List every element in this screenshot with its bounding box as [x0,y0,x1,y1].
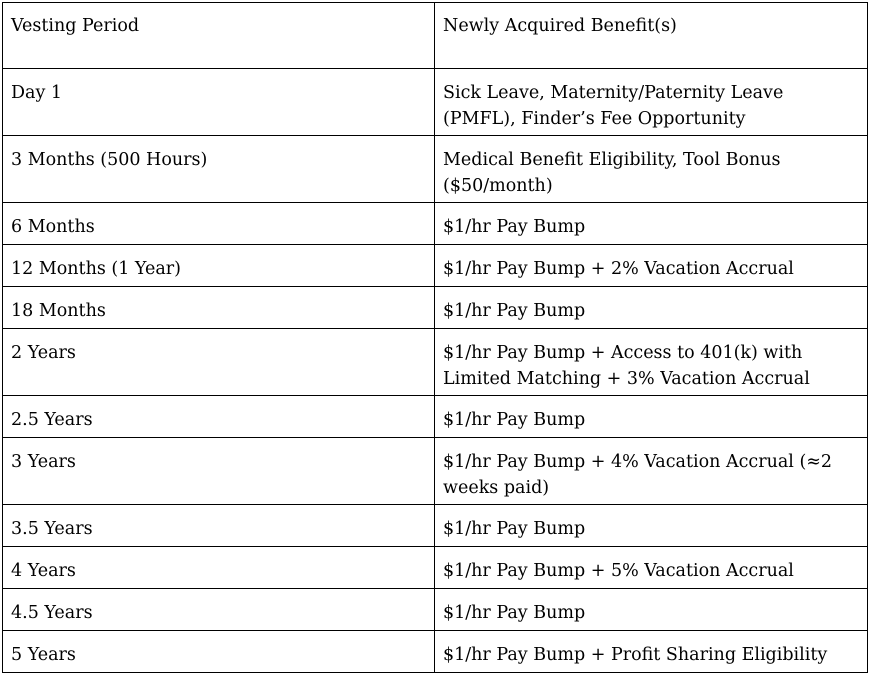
vesting-period-text: 3 Months (500 Hours) [11,150,208,170]
table-row [3,589,868,631]
benefit-line: $1/hr Pay Bump + Access to 401(k) with [443,343,803,363]
table-row [3,329,868,396]
table-row [3,438,868,505]
benefit-line: weeks paid) [443,478,550,498]
vesting-period-cell [3,245,435,287]
table-row [3,245,868,287]
vesting-period-text: 2 Years [11,343,76,363]
vesting-period-text: 18 Months [11,301,106,321]
benefit-cell [435,203,868,245]
vesting-benefits-table [2,2,868,673]
benefit-line: Sick Leave, Maternity/Paternity Leave [443,83,784,103]
vesting-period-cell [3,631,435,673]
benefit-line: $1/hr Pay Bump [443,217,586,237]
vesting-period-cell [3,505,435,547]
table-row [3,203,868,245]
benefit-line: Limited Matching + 3% Vacation Accrual [443,369,810,389]
table-row [3,287,868,329]
vesting-period-text: 2.5 Years [11,410,93,430]
table-row [3,547,868,589]
header-vesting-period: Vesting Period [3,3,435,69]
benefit-cell [435,631,868,673]
benefit-line: Medical Benefit Eligibility, Tool Bonus [443,150,781,170]
vesting-period-text: Day 1 [11,83,63,103]
vesting-period-text: 12 Months (1 Year) [11,259,181,279]
benefit-cell [435,396,868,438]
benefit-cell [435,589,868,631]
vesting-period-cell [3,329,435,396]
benefit-line: $1/hr Pay Bump + 5% Vacation Accrual [443,561,794,581]
benefit-line: $1/hr Pay Bump [443,301,586,321]
benefit-cell [435,547,868,589]
header-newly-acquired-benefits: Newly Acquired Benefit(s) [435,3,868,69]
table-row [3,505,868,547]
benefit-cell [435,136,868,203]
vesting-period-text: 4.5 Years [11,603,93,623]
vesting-period-text: 5 Years [11,645,76,665]
vesting-period-cell [3,287,435,329]
vesting-period-cell [3,396,435,438]
vesting-period-cell [3,589,435,631]
benefit-cell [435,329,868,396]
benefit-cell [435,438,868,505]
vesting-period-text: 3.5 Years [11,519,93,539]
benefit-line: (PMFL), Finder’s Fee Opportunity [443,109,746,129]
benefit-line: $1/hr Pay Bump + 2% Vacation Accrual [443,259,794,279]
benefit-line: $1/hr Pay Bump [443,519,586,539]
vesting-period-text: 3 Years [11,452,76,472]
benefit-line: $1/hr Pay Bump [443,603,586,623]
benefit-line: $1/hr Pay Bump + Profit Sharing Eligibility [443,645,828,665]
table-row [3,631,868,673]
table-row [3,136,868,203]
benefit-line: $1/hr Pay Bump + 4% Vacation Accrual (≈2 [443,452,833,472]
vesting-period-text: 4 Years [11,561,76,581]
benefit-line: $1/hr Pay Bump [443,410,586,430]
benefit-cell [435,69,868,136]
table-row [3,396,868,438]
vesting-period-text: 6 Months [11,217,95,237]
vesting-period-cell [3,547,435,589]
benefit-cell [435,505,868,547]
table-body [3,3,868,673]
table-row [3,69,868,136]
vesting-period-cell [3,136,435,203]
benefit-line: ($50/month) [443,176,553,196]
vesting-period-cell [3,69,435,136]
vesting-period-cell [3,438,435,505]
benefit-cell [435,287,868,329]
table-header-row [3,3,868,69]
benefit-cell [435,245,868,287]
vesting-period-cell [3,203,435,245]
